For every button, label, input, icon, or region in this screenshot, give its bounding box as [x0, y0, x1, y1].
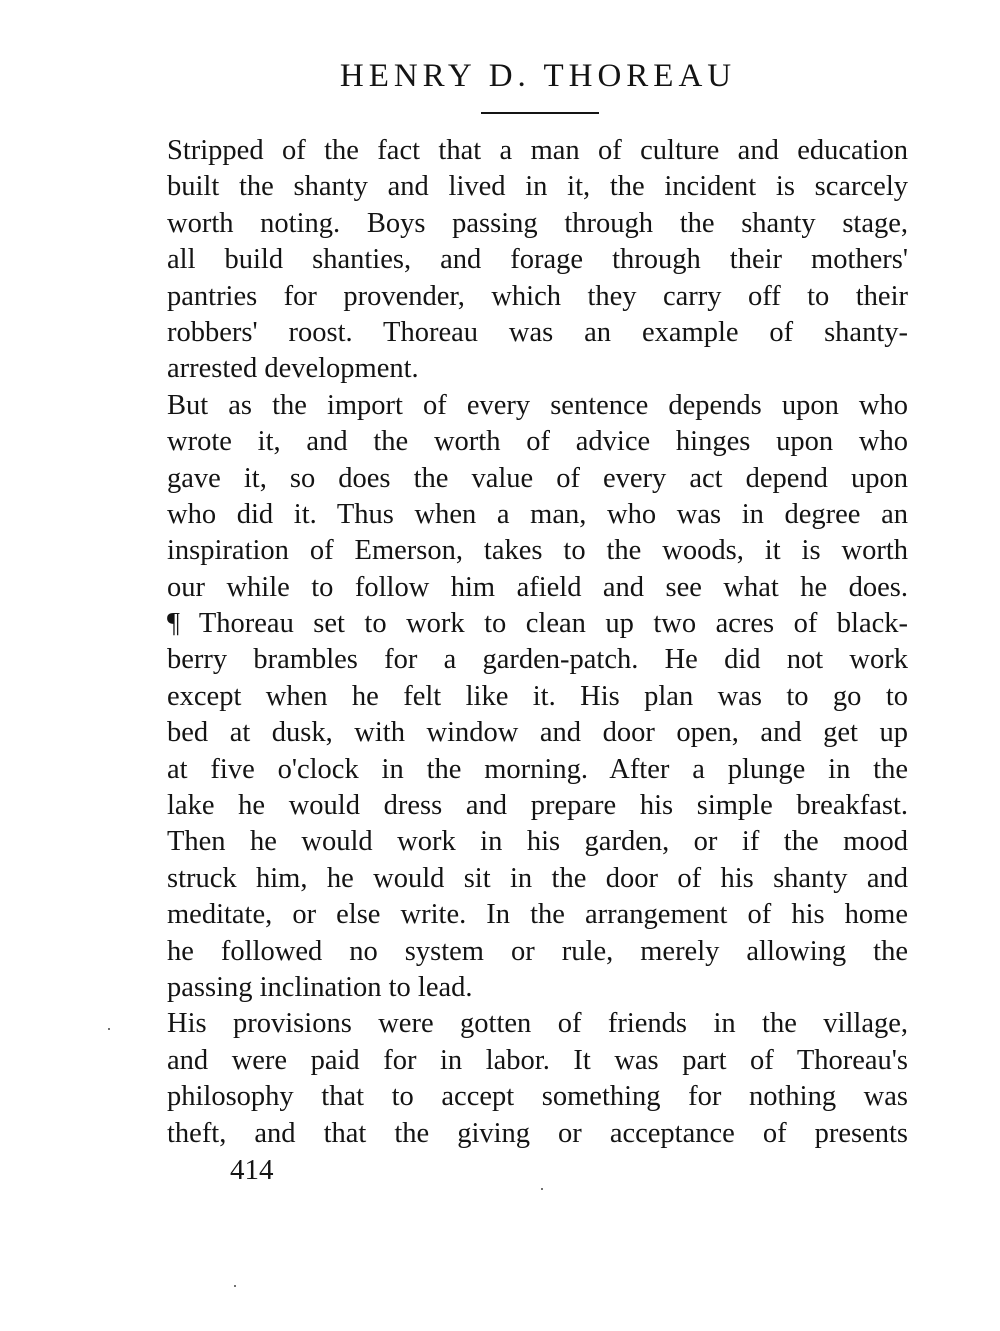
- text-line: pantries for provender, which they carry off to their: [167, 280, 908, 312]
- text-line: wrote it, and the worth of advice hinges upon who: [167, 426, 908, 458]
- text-line: berry brambles for a garden-patch. He did not work: [167, 644, 908, 676]
- body-text: [167, 133, 908, 1152]
- text-line: who did it. Thus when a man, who was in degree an: [167, 498, 908, 530]
- text-line: theft, and that the giving or acceptance of presents: [167, 1117, 908, 1149]
- text-line: His provisions were gotten of friends in the village,: [167, 1008, 908, 1040]
- text-line: gave it, so does the value of every act depend upon: [167, 462, 908, 494]
- header-rule: [481, 112, 599, 114]
- text-line: except when he felt like it. His plan was to go to: [167, 680, 908, 712]
- text-line: meditate, or else write. In the arrangement of his home: [167, 899, 908, 931]
- paragraph: [167, 133, 908, 388]
- text-line: our while to follow him afield and see what he does.: [167, 571, 908, 603]
- text-line: he followed no system or rule, merely allowing the: [167, 935, 908, 967]
- text-line: But as the import of every sentence depends upon who: [167, 389, 908, 421]
- text-line: bed at dusk, with window and door open, and get up: [167, 717, 908, 749]
- text-line: and were paid for in labor. It was part of Thoreau's: [167, 1044, 908, 1076]
- text-line: all build shanties, and forage through their mothers': [167, 244, 908, 276]
- text-line: arrested development.: [167, 353, 419, 385]
- text-line: philosophy that to accept something for nothing was: [167, 1081, 908, 1113]
- text-line: worth noting. Boys passing through the shanty stage,: [167, 207, 908, 239]
- text-line: at five o'clock in the morning. After a plunge in the: [167, 753, 908, 785]
- print-speck: [541, 1188, 543, 1190]
- print-speck: [234, 1285, 236, 1287]
- text-line: inspiration of Emerson, takes to the woods, it is worth: [167, 535, 908, 567]
- paragraph: [167, 388, 908, 1007]
- text-line: robbers' roost. Thoreau was an example of shanty-: [167, 316, 908, 348]
- text-line: Then he would work in his garden, or if the mood: [167, 826, 908, 858]
- running-head: HENRY D. THOREAU: [339, 58, 737, 94]
- text-line: struck him, he would sit in the door of his shanty and: [167, 862, 908, 894]
- print-speck: [108, 1028, 110, 1030]
- paragraph: [167, 1006, 908, 1152]
- text-line: lake he would dress and prepare his simple breakfast.: [167, 790, 908, 822]
- page-number: 414: [230, 1154, 274, 1186]
- text-line: built the shanty and lived in it, the incident is scarcely: [167, 171, 908, 203]
- text-line: Stripped of the fact that a man of culture and education: [167, 135, 908, 166]
- text-line: passing inclination to lead.: [167, 971, 473, 1003]
- text-line: ¶ Thoreau set to work to clean up two acres of black-: [167, 608, 908, 640]
